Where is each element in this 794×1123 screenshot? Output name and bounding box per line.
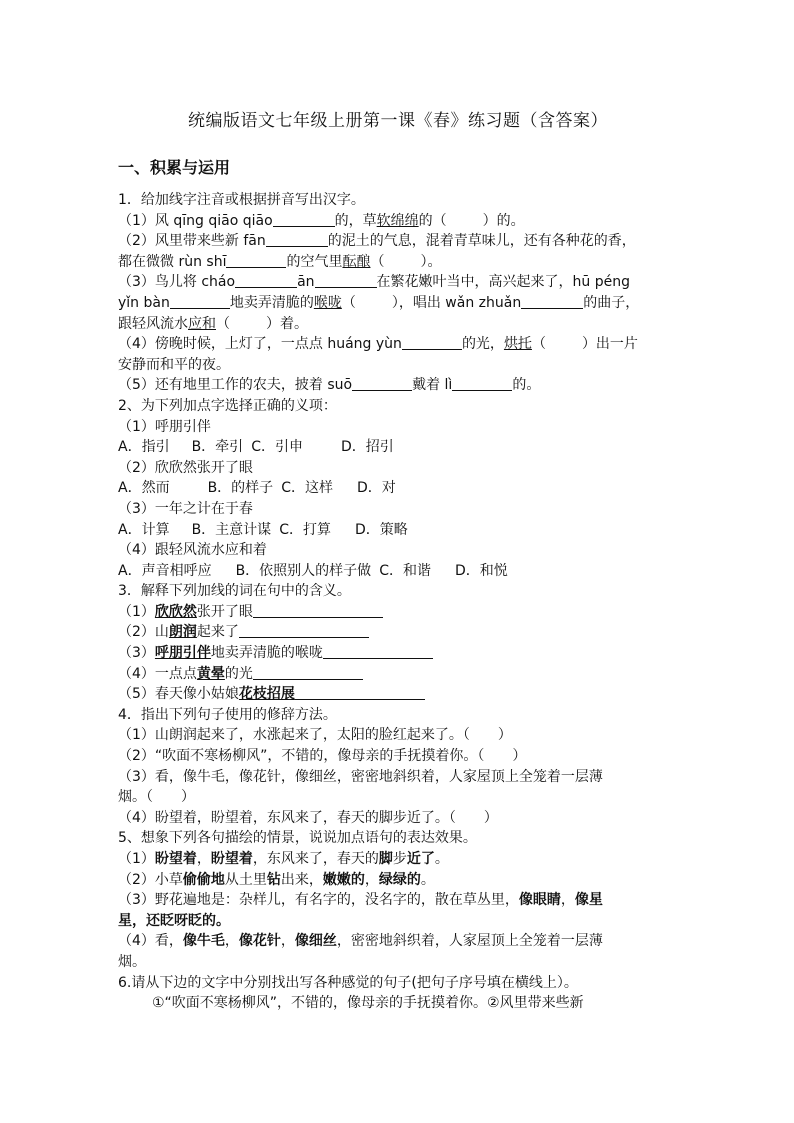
answer-blank[interactable]	[352, 376, 412, 391]
answer-blank[interactable]	[266, 232, 328, 247]
option-d[interactable]: D．和悦	[454, 562, 508, 579]
emphasis-text: 星	[118, 912, 132, 929]
underlined-word: 烘托	[503, 336, 532, 353]
underlined-word: 花枝招展	[238, 686, 295, 703]
answer-blank[interactable]	[273, 212, 335, 227]
q2-stem: 2、为下列加点字选择正确的义项：	[118, 397, 337, 414]
q4-item-2: （2）“吹面不寒杨柳风”，不错的，像母亲的手抚摸着你。（ ）	[118, 748, 527, 765]
q5-item-4-cont: 烟。	[118, 953, 146, 970]
emphasis-text: 盼望着	[210, 851, 253, 867]
answer-blank[interactable]	[239, 623, 369, 638]
q1-line-8: 安静而和平的夜。	[118, 356, 230, 373]
answer-blank[interactable]	[253, 603, 383, 618]
answer-blank[interactable]	[315, 273, 377, 288]
option-b[interactable]: B．牵引	[191, 439, 244, 456]
q4-item-4: （4）盼望着，盼望着，东风来了，春天的脚步近了。（ ）	[118, 809, 498, 826]
q5-item-1: （1）盼望着，盼望着，东风来了，春天的脚步近了。	[118, 851, 449, 867]
option-b[interactable]: B．的样子	[207, 480, 274, 497]
emphasis-text: 像牛毛	[182, 933, 225, 950]
underlined-word: 酝酿	[342, 253, 371, 270]
emphasis-text: 像花针	[238, 933, 281, 950]
underlined-word: 欣欣然	[154, 603, 197, 620]
option-c[interactable]: C．引申	[251, 439, 303, 456]
emphasis-text: 像眼睛	[518, 892, 561, 909]
q2-options-1	[118, 437, 678, 458]
q4-stem: 4．指出下列句子使用的修辞方法。	[118, 706, 337, 723]
q1-line-2: （2）风里带来些新 fān 的泥土的气息，混着青草味儿，还有各种花的香，	[118, 233, 636, 250]
option-a[interactable]: A．然而	[118, 480, 170, 497]
q3-stem: 3．解释下列加线的词在句中的含义。	[118, 583, 351, 600]
q2-options-4	[118, 561, 678, 582]
underlined-word: 朗润	[168, 624, 197, 641]
underlined-word: 黄晕	[196, 665, 225, 682]
emphasis-text: 绿绿的	[378, 871, 421, 888]
answer-blank[interactable]	[235, 273, 297, 288]
emphasis-text: 还眨呀眨的	[146, 912, 216, 929]
emphasis-text: 像星	[574, 892, 603, 909]
emphasis-text: 偷偷地	[182, 871, 225, 888]
answer-blank[interactable]	[295, 685, 425, 700]
worksheet-page	[118, 98, 678, 1014]
option-b[interactable]: B．主意计谋	[191, 521, 272, 538]
q3-item-3: （3）呼朋引伴地卖弄清脆的喉咙	[118, 643, 678, 664]
q2-item-3: （3）一年之计在于春	[118, 500, 253, 517]
option-a[interactable]: A．声音相呼应	[118, 562, 212, 579]
q1-line-6: 跟轻风流水应和（ ）着。	[118, 315, 308, 332]
emphasis-text: 钻	[266, 871, 281, 888]
option-b[interactable]: B．依照别人的样子做	[235, 562, 372, 579]
q2-options-3	[118, 520, 678, 541]
answer-blank[interactable]	[253, 665, 363, 680]
emphasis-text: 盼望着	[154, 851, 197, 867]
option-d[interactable]: D．策略	[354, 521, 408, 538]
emphasis-text: 脚	[378, 851, 393, 867]
q1-line-5: yǐn bàn 地卖弄清脆的喉咙（ ），唱出 wǎn zhuǎn 的曲子，	[118, 294, 640, 311]
option-d[interactable]: D．对	[356, 480, 396, 497]
answer-blank[interactable]	[402, 335, 462, 350]
q2-item-1: （1）呼朋引伴	[118, 418, 211, 435]
q1-line-7: （4）傍晚时候，上灯了，一点点 huáng yùn 的光，烘托（ ）出一片	[118, 336, 638, 353]
document-title: 统编版语文七年级上册第一课《春》练习题（含答案）	[188, 111, 608, 131]
q2-item-4: （4）跟轻风流水应和着	[118, 542, 267, 559]
option-a[interactable]: A．指引	[118, 439, 170, 456]
emphasis-text: 像细丝	[294, 933, 337, 950]
underlined-word: 软绵绵	[376, 212, 419, 229]
q1-stem: 1．给加线字注音或根据拼音写出汉字。	[118, 192, 365, 208]
q5-item-4: （4）看，像牛毛，像花针，像细丝，密密地斜织着，人家屋顶上全笼着一层薄	[118, 933, 603, 950]
q2-options-2	[118, 478, 678, 499]
q3-item-1: （1）欣欣然张开了眼	[118, 602, 678, 623]
answer-blank[interactable]	[521, 294, 583, 309]
answer-blank[interactable]	[452, 376, 512, 391]
q5-item-3: （3）野花遍地是：杂样儿，有名字的，没名字的，散在草丛里，像眼睛，像星	[118, 892, 603, 909]
q6-passage: ①“吹面不寒杨柳风”，不错的，像母亲的手抚摸着你。②风里带来些新	[152, 995, 584, 1012]
answer-blank[interactable]	[323, 644, 433, 659]
option-c[interactable]: C．打算	[279, 521, 331, 538]
q5-item-2: （2）小草偷偷地从土里钻出来，嫩嫩的，绿绿的。	[118, 871, 435, 888]
q1-line-9: （5）还有地里工作的农夫，披着 suō 戴着 lì 的。	[118, 377, 541, 394]
section-heading: 一、积累与运用	[118, 158, 231, 177]
q3-item-4: （4）一点点黄晕的光	[118, 664, 678, 685]
q6-stem: 6.请从下边的文字中分别找出写各种感觉的句子(把句子序号填在横线上）。	[118, 974, 578, 991]
q1-line-1: （1）风 qīng qiāo qiāo 的，草软绵绵的（ ）的。	[118, 212, 525, 229]
option-c[interactable]: C．这样	[281, 480, 333, 497]
underlined-word: 喉咙	[313, 294, 342, 311]
q4-item-1: （1）山朗润起来了，水涨起来了，太阳的脸红起来了。（ ）	[118, 727, 512, 744]
option-c[interactable]: C．和谐	[379, 562, 431, 579]
q3-item-5: （5）春天像小姑娘花枝招展	[118, 684, 678, 705]
q2-item-2: （2）欣欣然张开了眼	[118, 459, 253, 476]
underlined-word: 呼朋引伴	[154, 645, 211, 662]
q4-item-3: （3）看，像牛毛，像花针，像细丝，密密地斜织着，人家屋顶上全笼着一层薄	[118, 768, 603, 785]
option-d[interactable]: D．招引	[340, 439, 394, 456]
q5-item-3-cont: 星，还眨呀眨的。	[118, 912, 230, 929]
q1-line-4: （3）鸟儿将 cháo ān 在繁花嫩叶当中，高兴起来了，hū péng	[118, 274, 630, 291]
q3-item-2: （2）山朗润起来了	[118, 622, 678, 643]
q1-line-3: 都在微微 rùn shī 的空气里酝酿（ ）。	[118, 253, 442, 270]
q4-item-3-cont: 烟。（ ）	[118, 789, 195, 806]
answer-blank[interactable]	[226, 253, 286, 268]
q5-stem: 5、想象下列各句描绘的情景，说说加点语句的表达效果。	[118, 830, 477, 847]
emphasis-text: 嫩嫩的	[322, 871, 365, 888]
emphasis-text: 近了	[406, 851, 435, 867]
underlined-word: 应和	[188, 315, 216, 332]
option-a[interactable]: A．计算	[118, 521, 170, 538]
answer-blank[interactable]	[170, 294, 230, 309]
